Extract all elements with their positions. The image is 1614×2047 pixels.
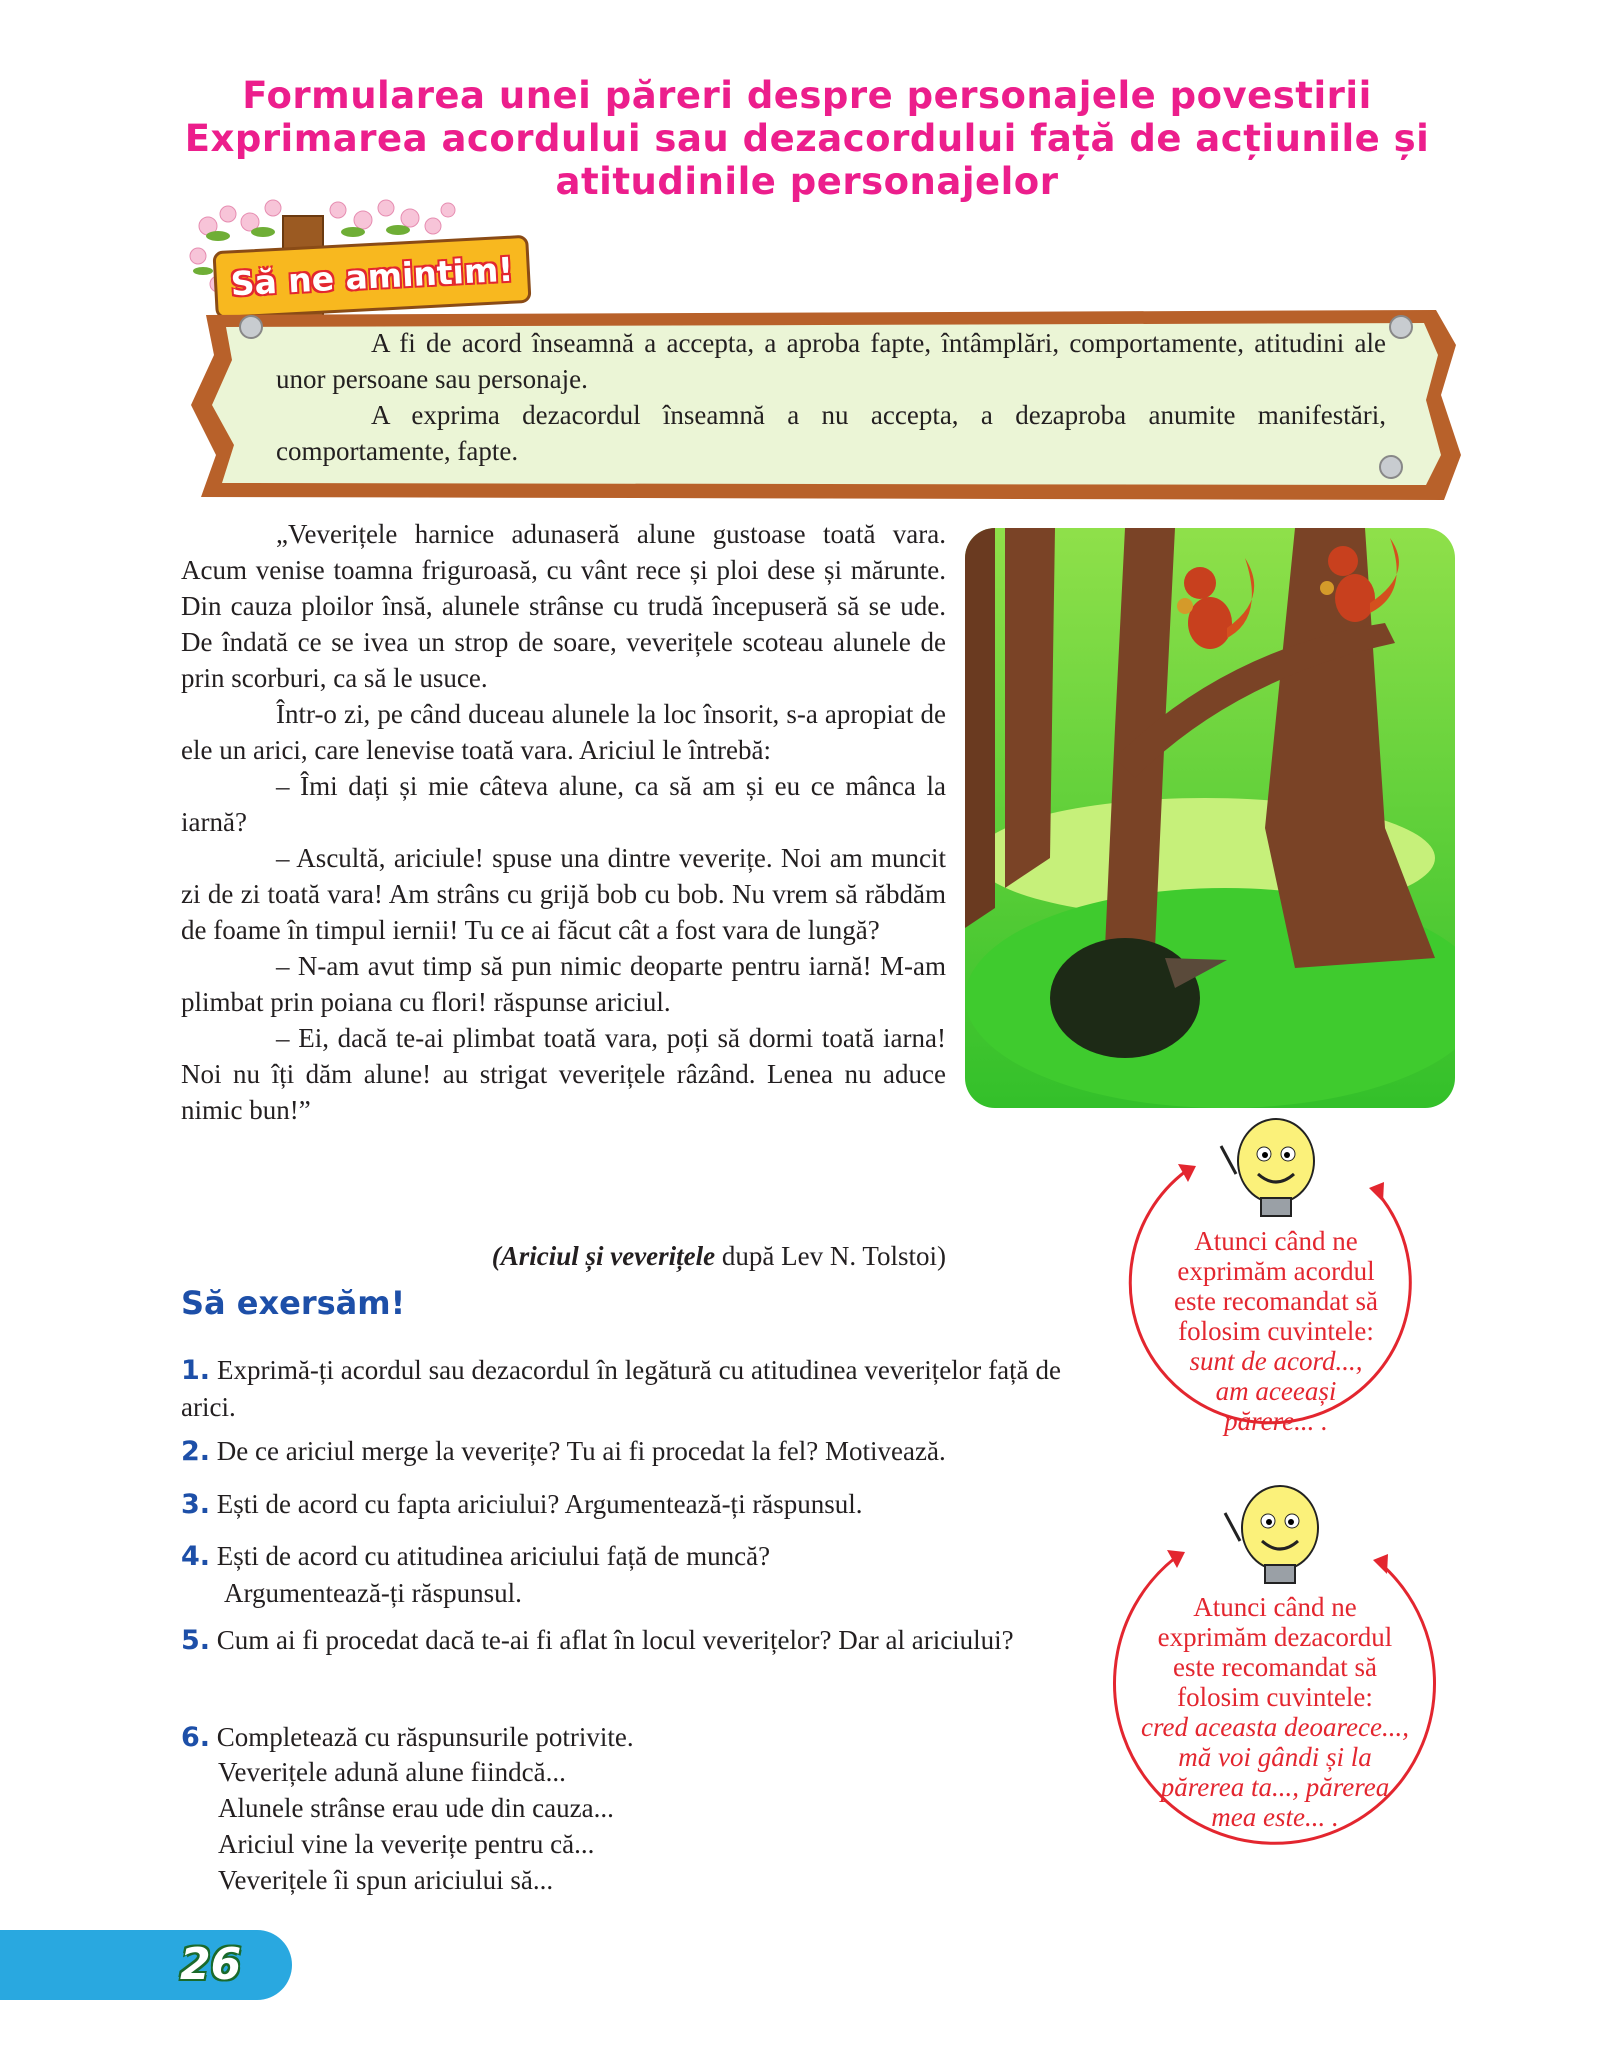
exercise-2: [181, 1433, 1061, 1470]
remember-label: Să ne amintim!: [212, 235, 531, 319]
title-line-1: Formularea unei păreri despre personajele povestirii: [242, 74, 1372, 117]
completion-item: Alunele strânse erau ude din cauza...: [218, 1793, 614, 1823]
page-number: 26: [180, 1939, 242, 1990]
tip-agreement-text: Atunci când ne exprimăm acordul este recomandat să folosim cuvintele: sunt de acord..., am aceeași părere... .: [1174, 1226, 1378, 1436]
lightbulb-icon: [1225, 1486, 1318, 1583]
exercise-text: Ești de acord cu atitudinea ariciului față de muncă?: [216, 1541, 771, 1571]
page-title: [120, 74, 1494, 203]
exercise-5: [181, 1622, 1061, 1659]
story-source-author: după Lev N. Tolstoi): [715, 1241, 946, 1271]
completion-list: [218, 1754, 918, 1898]
exercise-4: [181, 1538, 1061, 1611]
story-dialog: – Ei, dacă te-ai plimbat toată vara, poți să dormi toată iarna! Noi nu îți dăm alune! au strigat veverițele râzând. Lenea nu aduce nimic bun!”: [181, 1023, 946, 1125]
page-number-tab: [0, 1930, 292, 2000]
story-paragraph: Într-o zi, pe când duceau alunele la loc însorit, s-a apropiat de ele un arici, care lenevise toată vara. Ariciul le întrebă:: [181, 699, 946, 765]
exercise-number: 4.: [181, 1541, 211, 1572]
exercises-heading: Să exersăm!: [181, 1284, 406, 1322]
exercise-number: 5.: [181, 1625, 211, 1656]
definition-agreement: A fi de acord înseamnă a accepta, a aproba fapte, întâmplări, comportamente, atitudini ale unor persoane sau personaje.: [276, 328, 1386, 394]
lightbulb-icon: [1221, 1119, 1314, 1216]
story-source: (Ariciul și veverițele după Lev N. Tolstoi): [491, 1241, 946, 1271]
completion-item: Veverițele adună alune fiindcă...: [218, 1757, 566, 1787]
exercise-text: Cum ai fi procedat dacă te-ai fi aflat în locul veverițelor? Dar al ariciului?: [216, 1625, 1014, 1655]
definition-disagreement: A exprima dezacordul înseamnă a nu accepta, a dezaproba anumite manifestări, comportamente, fapte.: [276, 400, 1386, 466]
exercise-number: 1.: [181, 1355, 211, 1386]
completion-item: Veverițele îi spun ariciului să...: [218, 1865, 554, 1895]
exercise-3: [181, 1486, 1061, 1523]
exercise-number: 3.: [181, 1489, 211, 1520]
exercise-text-continued: Argumentează-ți răspunsul.: [224, 1578, 522, 1608]
title-line-3: atitudinile personajelor: [555, 160, 1059, 203]
story-source-title: Ariciul și veverițele: [500, 1241, 716, 1271]
story-dialog: – N-am avut timp să pun nimic deoparte pentru iarnă! M-am plimbat prin poiana cu flori! răspunse ariciul.: [181, 951, 946, 1017]
story-text: [181, 516, 946, 1128]
story-dialog: – Ascultă, ariciule! spuse una dintre veverițe. Noi am muncit zi de zi toată vara! Am strâns cu grijă bob cu bob. Nu vrem să răbdăm de foame în timpul iernii! Tu ce ai făcut cât a fost vara de lungă?: [181, 843, 946, 945]
exercise-number: 2.: [181, 1436, 211, 1467]
tip-disagreement-text: Atunci când ne exprimăm dezacordul este recomandat să folosim cuvintele: cred aceasta deoarece..., mă voi gândi și la părerea ta..., părerea mea este... .: [1141, 1592, 1409, 1832]
exercise-text: Exprimă-ți acordul sau dezacordul în legătură cu atitudinea veverițelor față de arici.: [181, 1355, 1062, 1422]
exercise-1: [181, 1352, 1061, 1425]
exercise-text: Ești de acord cu fapta ariciului? Argumentează-ți răspunsul.: [216, 1489, 863, 1519]
exercise-text: De ce ariciul merge la veverițe? Tu ai fi procedat la fel? Motivează.: [216, 1436, 946, 1466]
story-paragraph: „Veverițele harnice adunaseră alune gustoase toată vara. Acum venise toamna friguroasă, cu vânt rece și ploi dese și mărunte. Din cauza ploilor însă, alunele strânse cu trudă începuseră să se ude. De îndată ce se ivea un strop de soare, veverițele scoteau alunele de prin scorburi, ca să le usuce.: [181, 519, 946, 693]
completion-item: Ariciul vine la veverițe pentru că...: [218, 1829, 595, 1859]
exercise-number: 6.: [181, 1722, 211, 1753]
forest-squirrels-hedgehog-illustration: [965, 528, 1455, 1108]
definitions-box: [276, 325, 1386, 469]
story-dialog: – Îmi dați și mie câteva alune, ca să am și eu ce mânca la iarnă?: [181, 771, 946, 837]
title-line-2: Exprimarea acordului sau dezacordului față de acțiunile și: [184, 117, 1430, 160]
exercise-6: [181, 1719, 1061, 1756]
exercise-text: Completează cu răspunsurile potrivite.: [216, 1722, 634, 1752]
